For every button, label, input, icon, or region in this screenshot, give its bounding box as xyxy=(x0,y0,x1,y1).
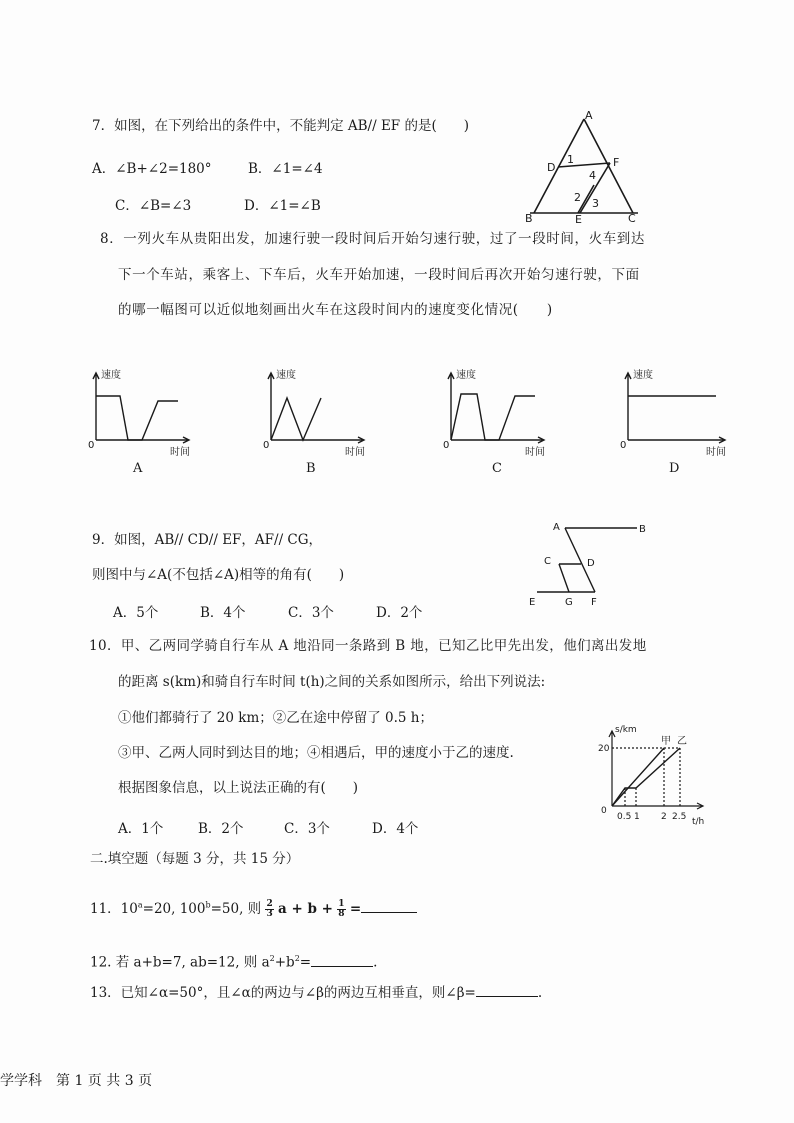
q7-option-d: D．∠1=∠B xyxy=(244,198,321,214)
q7-angle-1: 1 xyxy=(567,153,574,166)
q10-line-3: ①他们都骑行了 20 km；②乙在途中停留了 0.5 h； xyxy=(118,710,433,726)
q10-series-yi: 乙 xyxy=(677,736,687,747)
q10-graph-xtick-0-5: 0.5 xyxy=(617,812,632,822)
q12-plus: +b xyxy=(274,954,295,971)
q9-label-g: G xyxy=(565,597,573,608)
q12-prefix: 12. 若 a+b=7, ab=12, 则 a xyxy=(90,954,270,971)
q7-label-e: E xyxy=(575,213,582,226)
q7-label-b: B xyxy=(525,212,533,225)
q8-graph-d xyxy=(620,366,735,458)
q11-line xyxy=(90,900,417,919)
q8-a-xlabel: 时间 xyxy=(170,447,190,458)
q11-exp-a: a xyxy=(137,900,143,910)
page-footer: 学学科 第 1 页 共 3 页 xyxy=(0,1073,153,1089)
q11-frac1-num: 2 xyxy=(266,899,273,909)
q10-option-a: A．1个 xyxy=(118,821,164,837)
q10-distance-time-graph xyxy=(596,722,714,828)
q9-line-1: 9．如图，AB// CD// EF，AF// CG， xyxy=(92,532,323,548)
q8-c-origin: 0 xyxy=(443,440,450,451)
q9-label-c: C xyxy=(544,556,551,567)
q9-label-b: B xyxy=(639,524,646,535)
q7-option-c: C．∠B=∠3 xyxy=(115,198,192,214)
q11-fraction-2 xyxy=(337,900,345,919)
q10-line-5: 根据图象信息，以上说法正确的有( ) xyxy=(118,780,359,796)
q12-eq: = xyxy=(299,954,312,971)
q7-label-f: F xyxy=(613,156,620,169)
q7-stem: 7．如图，在下列给出的条件中，不能判定 AB// EF 的是( ) xyxy=(92,118,469,134)
q8-line-3: 的哪一幅图可以近似地刻画出火车在这段时间内的速度变化情况( ) xyxy=(118,302,553,318)
q12-answer-blank[interactable] xyxy=(311,966,373,967)
q7-angle-4: 4 xyxy=(589,169,596,182)
q8-line-2: 下一个车站，乘客上、下车后，火车开始加速，一段时间后再次开始匀速行驶，下面 xyxy=(118,267,640,283)
section-2-title: 二.填空题（每题 3 分，共 15 分） xyxy=(90,851,300,867)
q11-mid-3: a + b + xyxy=(278,901,333,917)
q10-series-jia: 甲 xyxy=(661,736,671,747)
q11-mid-2: =50, 则 xyxy=(210,901,262,917)
q8-graph-c xyxy=(443,366,553,458)
q10-option-c: C．3个 xyxy=(284,821,330,837)
q8-caption-d: D xyxy=(669,461,680,476)
q8-b-xlabel: 时间 xyxy=(345,447,365,458)
q7-angle-2: 2 xyxy=(574,191,581,204)
q8-caption-c: C xyxy=(492,461,502,476)
q11-answer-blank[interactable] xyxy=(361,912,417,913)
q9-option-a: A．5个 xyxy=(113,605,159,621)
q11-mid-4: = xyxy=(349,901,362,917)
q10-graph-ytick-20: 20 xyxy=(598,744,610,754)
q8-graph-a xyxy=(88,366,198,458)
q10-option-b: B．2个 xyxy=(198,821,244,837)
q9-label-e: E xyxy=(529,597,536,608)
q8-caption-b: B xyxy=(306,461,316,476)
q9-line-2: 则图中与∠A(不包括∠A)相等的角有( ) xyxy=(92,567,345,583)
q7-label-a: A xyxy=(585,109,593,122)
q8-graph-b xyxy=(263,366,373,458)
q10-graph-xtick-2: 2 xyxy=(661,812,667,822)
q13-answer-blank[interactable] xyxy=(476,996,538,997)
q7-label-c: C xyxy=(628,212,636,225)
q13-line: 13．已知∠α=50°，且∠α的两边与∠β的两边互相垂直，则∠β= . xyxy=(90,985,543,1001)
q11-prefix: 11．10 xyxy=(90,901,138,917)
q9-label-f: F xyxy=(591,597,597,608)
q11-fraction-1 xyxy=(265,900,273,919)
q9-option-c: C．3个 xyxy=(288,605,334,621)
q8-c-xlabel: 时间 xyxy=(525,447,545,458)
q8-c-ylabel: 速度 xyxy=(456,370,476,381)
q7-triangle-figure xyxy=(520,105,650,225)
q7-angle-3: 3 xyxy=(592,197,599,210)
q10-graph-origin: 0 xyxy=(601,806,607,816)
q13-text: 13．已知∠α=50°，且∠α的两边与∠β的两边互相垂直，则∠β= xyxy=(90,985,476,1001)
q8-caption-a: A xyxy=(133,461,143,476)
q8-d-origin: 0 xyxy=(620,440,627,451)
q10-line-2: 的距离 s(km)和骑自行车时间 t(h)之间的关系如图所示，给出下列说法: xyxy=(118,674,546,690)
q10-option-d: D．4个 xyxy=(372,821,419,837)
q10-graph-ylabel: s/km xyxy=(615,725,637,735)
q8-d-ylabel: 速度 xyxy=(633,370,653,381)
q9-label-a: A xyxy=(553,522,560,533)
q10-line-4: ③甲、乙两人同时到达目的地；④相遇后，甲的速度小于乙的速度. xyxy=(118,745,514,761)
q7-option-b: B．∠1=∠4 xyxy=(248,161,323,177)
q11-frac2-num: 1 xyxy=(338,899,345,909)
q10-graph-xtick-1: 1 xyxy=(634,812,640,822)
q7-option-a: A．∠B+∠2=180° xyxy=(92,161,212,177)
q9-option-d: D．2个 xyxy=(376,605,423,621)
q12-sup-2: 2 xyxy=(294,954,300,963)
q11-frac2-den: 8 xyxy=(338,909,345,919)
q12-sup-1: 2 xyxy=(269,954,275,963)
q8-d-xlabel: 时间 xyxy=(706,447,726,458)
q9-label-d: D xyxy=(587,558,595,569)
q8-a-origin: 0 xyxy=(88,440,95,451)
q7-label-d: D xyxy=(547,161,556,174)
q10-graph-xlabel: t/h xyxy=(692,817,705,827)
q8-a-ylabel: 速度 xyxy=(101,370,121,381)
q12-line: 12. 若 a+b=7, ab=12, 则 $a^2+b^2=$ . xyxy=(90,954,378,971)
q9-parallel-figure xyxy=(525,518,660,610)
q10-line-1: 10．甲、乙两同学骑自行车从 A 地沿同一条路到 B 地，已知乙比甲先出发，他们离出发地 xyxy=(89,638,647,654)
q11-mid-1: =20, 100 xyxy=(142,901,206,917)
q8-line-1: 8．一列火车从贵阳出发，加速行驶一段时间后开始匀速行驶，过了一段时间，火车到达 xyxy=(100,231,645,247)
q11-frac1-den: 3 xyxy=(266,909,273,919)
q9-option-b: B．4个 xyxy=(200,605,246,621)
q10-graph-xtick-2-5: 2.5 xyxy=(672,812,687,822)
q8-b-origin: 0 xyxy=(263,440,270,451)
q8-b-ylabel: 速度 xyxy=(276,370,296,381)
q11-exp-b: b xyxy=(205,900,211,910)
